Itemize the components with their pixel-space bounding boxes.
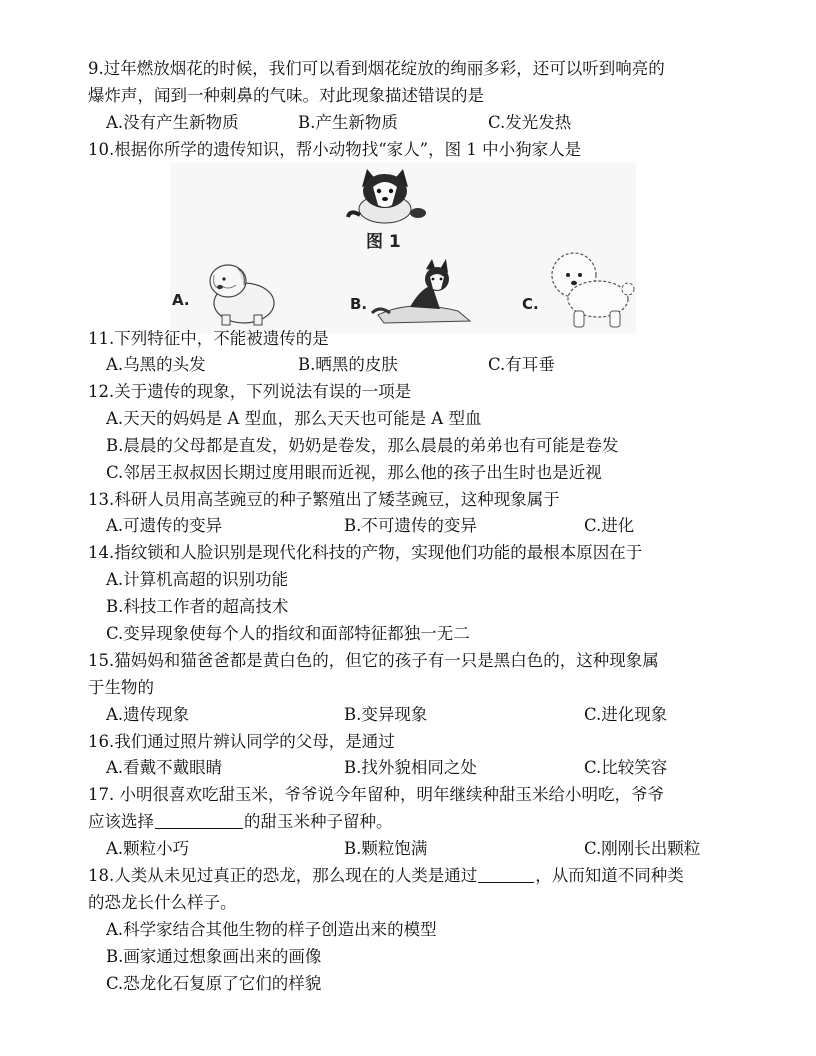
question-16-option-a: A.看戴不戴眼睛	[106, 758, 223, 777]
question-11-option-b: B.晒黑的皮肤	[298, 355, 398, 374]
question-18-stem-after-blank: ，从而知道不同种类	[535, 866, 684, 885]
question-14-stem: 14.指纹锁和人脸识别是现代化科技的产物，实现他们功能的最根本原因在于	[88, 543, 643, 562]
question-14-option-c: C.变异现象使每个人的指纹和面部特征都独一无二	[106, 624, 470, 643]
question-18-stem	[88, 865, 684, 887]
question-17-stem-cont	[88, 811, 393, 833]
question-9-option-c: C.发光发热	[488, 113, 572, 132]
figure-label-c: C.	[522, 295, 539, 313]
question-18-option-b: B.画家通过想象画出来的画像	[106, 947, 322, 966]
question-9-stem: 9.过年燃放烟花的时候，我们可以看到烟花绽放的绚丽多彩，还可以听到响亮的	[88, 59, 665, 78]
question-15-option-b: B.变异现象	[344, 705, 428, 724]
question-13-option-c: C.进化	[584, 516, 635, 535]
question-12-option-b: B.晨晨的父母都是直发，奶奶是卷发，那么晨晨的弟弟也有可能是卷发	[106, 436, 619, 455]
question-17-stem-after-blank: 的甜玉米种子留种。	[244, 812, 393, 831]
husky-puppy-image	[340, 165, 430, 227]
question-18-stem-before-blank: 18.人类从未见过真正的恐龙，那么现在的人类是通过	[88, 866, 478, 885]
question-14-option-b: B.科技工作者的超高技术	[106, 597, 289, 616]
question-11-option-c: C.有耳垂	[488, 355, 555, 374]
figure-1-caption: 图 1	[366, 232, 401, 252]
question-13-option-a: A.可遗传的变异	[106, 516, 223, 535]
poodle-image	[540, 251, 636, 331]
question-17-option-b: B.颗粒饱满	[344, 839, 428, 858]
question-10-figure	[170, 163, 636, 333]
question-16-option-c: C.比较笑容	[584, 758, 668, 777]
question-13-option-b: B.不可遗传的变异	[344, 516, 477, 535]
question-15-option-a: A.遗传现象	[106, 705, 190, 724]
question-17-stem-before-blank: 应该选择	[88, 812, 154, 831]
question-11-option-a: A.乌黑的头发	[106, 355, 206, 374]
question-11-stem: 11.下列特征中，不能被遗传的是	[88, 329, 329, 348]
question-12-stem: 12.关于遗传的现象，下列说法有误的一项是	[88, 382, 412, 401]
question-16-option-b: B.找外貌相同之处	[344, 758, 477, 777]
question-17-option-c: C.刚刚长出颗粒	[584, 839, 701, 858]
question-17-option-a: A.颗粒小巧	[106, 839, 190, 858]
question-13-stem: 13.科研人员用高茎豌豆的种子繁殖出了矮茎豌豆，这种现象属于	[88, 490, 560, 509]
figure-label-a: A.	[172, 291, 190, 309]
question-18-option-a: A.科学家结合其他生物的样子创造出来的模型	[106, 920, 437, 939]
question-9-stem-cont: 爆炸声，闻到一种刺鼻的气味。对此现象描述错误的是	[88, 86, 484, 105]
question-14-option-a: A.计算机高超的识别功能	[106, 570, 289, 589]
question-15-stem-cont: 于生物的	[88, 678, 154, 697]
question-17-stem: 17. 小明很喜欢吃甜玉米，爷爷说今年留种，明年继续种甜玉米给小明吃，爷爷	[88, 785, 664, 804]
question-18-option-c: C.恐龙化石复原了它们的样貌	[106, 974, 322, 993]
figure-label-b: B.	[350, 295, 368, 313]
lying-husky-image	[370, 259, 480, 329]
question-12-option-c: C.邻居王叔叔因长期过度用眼而近视，那么他的孩子出生时也是近视	[106, 463, 602, 482]
question-17-answer-blank[interactable]	[155, 812, 243, 829]
question-9-option-a: A.没有产生新物质	[106, 113, 239, 132]
question-9-option-b: B.产生新物质	[298, 113, 398, 132]
question-12-option-a: A.天天的妈妈是 A 型血，那么天天也可能是 A 型血	[106, 409, 482, 428]
question-15-option-c: C.进化现象	[584, 705, 668, 724]
bulldog-image	[200, 255, 280, 327]
question-15-stem: 15.猫妈妈和猫爸爸都是黄白色的，但它的孩子有一只是黑白色的，这种现象属	[88, 651, 659, 670]
question-10-stem: 10.根据你所学的遗传知识，帮小动物找“家人”，图 1 中小狗家人是	[88, 140, 582, 159]
question-16-stem: 16.我们通过照片辨认同学的父母，是通过	[88, 732, 395, 751]
question-18-answer-blank[interactable]	[478, 866, 534, 883]
question-18-stem-cont: 的恐龙长什么样子。	[88, 893, 237, 912]
